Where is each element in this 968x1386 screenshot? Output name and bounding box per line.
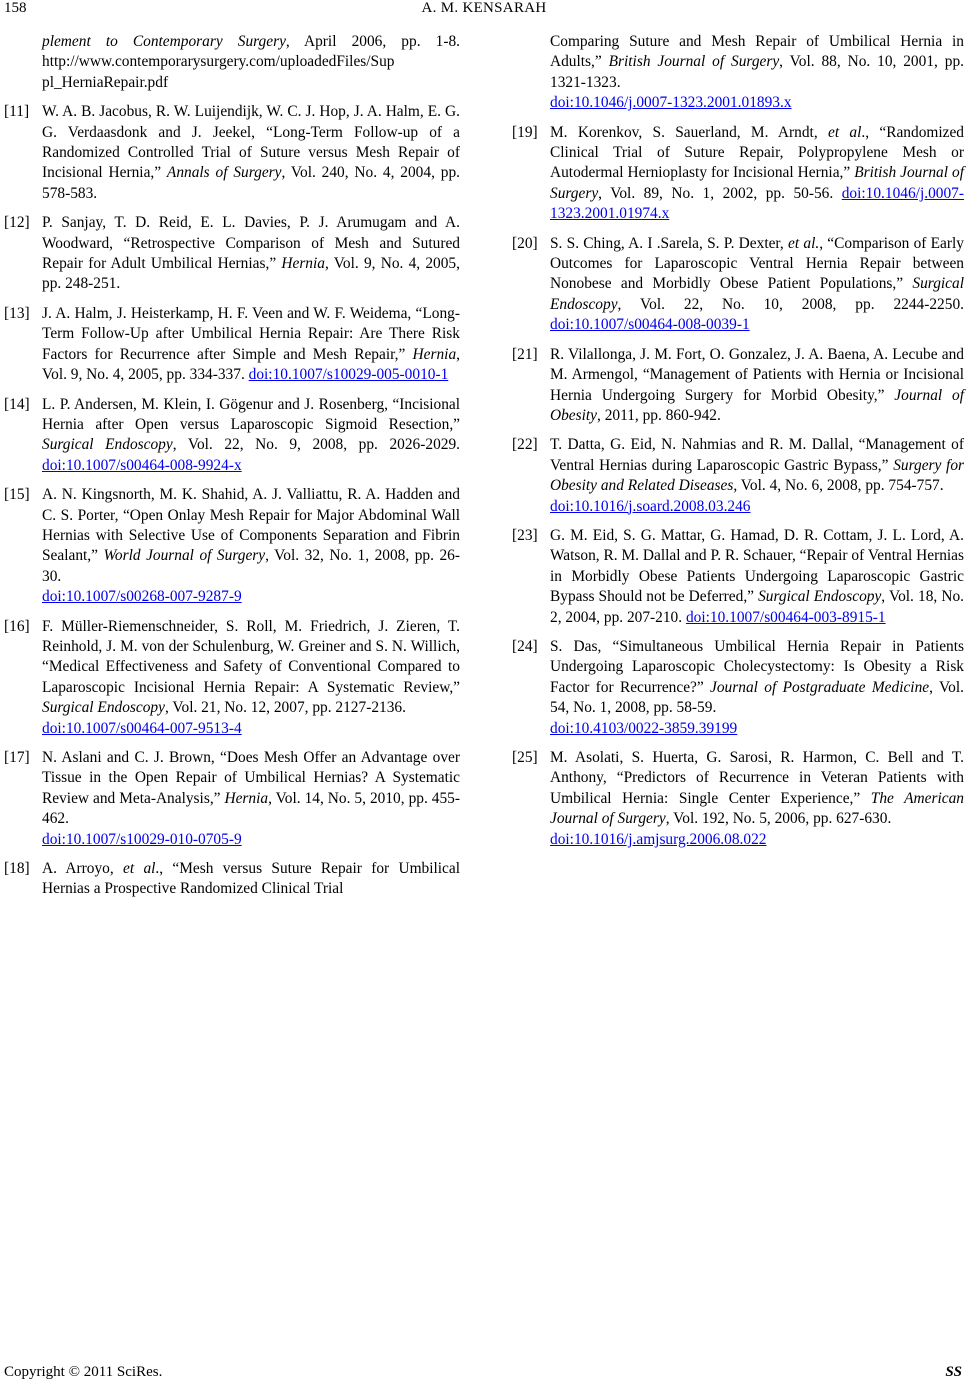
reference-entry [512,32,964,114]
reference-text-segment: S. S. Ching, A. I .Sarela, S. P. Dexter, [550,234,789,252]
reference-italic-text: Surgical Endoscopy [42,699,165,717]
reference-text-segment: , 2011, pp. 860-942. [597,406,721,424]
reference-italic-text: Hernia [224,789,269,807]
reference-text [550,123,964,225]
doi-link[interactable]: doi:10.1016/j.soard.2008.03.246 [550,497,751,515]
reference-number: [14] [4,395,30,413]
reference-number: [13] [4,304,30,322]
reference-text-segment: , April 2006, pp. 1-8. http://www.contemporarysurgery.com/uploadedFiles/Sup pl_HerniaRepair.pdf [42,33,460,91]
reference-text-segment: , Vol. 4, No. 6, 2008, pp. 754-757. [733,477,944,495]
reference-number: [24] [512,637,538,655]
reference-italic-text: Journal of Postgraduate Medicine [710,678,930,696]
reference-text-segment: F. Müller-Riemenschneider, S. Roll, M. Friedrich, J. Zieren, T. Reinhold, J. M. von der Schulenburg, W. Greiner and S. N. Willich, “Medical Effectiveness and Safety of Conventional Compared to Laparoscopic Incisional Hernia Repair: A Systematic Review,” [42,617,460,696]
reference-text-segment: , Vol. 88, No. 10, 2001, pp. 1321-1323. [550,53,964,91]
journal-abbreviation: SS [945,1364,962,1380]
reference-text [550,234,964,336]
reference-text [550,748,964,850]
reference-text-segment: , Vol. 192, No. 5, 2006, pp. 627-630. [665,810,892,828]
reference-entry [512,345,964,427]
copyright-notice: Copyright © 2011 SciRes. [4,1364,163,1380]
reference-text-segment: P. Sanjay, T. D. Reid, E. L. Davies, P. J. Arumugam and A. Woodward, “Retrospective Comparison of Mesh and Sutured Repair for Adult Umbilical Hernias,” [42,214,460,273]
reference-text [42,213,460,295]
reference-text-segment: L. P. Andersen, M. Klein, I. Gögenur and J. Rosenberg, “Incisional Hernia after Open versus Laparoscopic Sigmoid Resection,” [42,395,460,433]
references-right-column [512,32,964,859]
reference-text-segment: , Vol. 89, No. 1, 2002, pp. 50-56. [598,184,842,202]
reference-entry [512,526,964,628]
reference-entry [4,32,460,93]
reference-text [550,526,964,628]
reference-text-segment: W. A. B. Jacobus, R. W. Luijendijk, W. C. J. Hop, J. A. Halm, E. G. G. Verdaasdonk and J. Jeekel, “Long-Term Follow-up of a Randomized Controlled Trial of Suture versus Mesh Repair of Incisional Hernia,” [42,103,460,182]
reference-text-segment: , “Comparison of Early Outcomes for Laparoscopic Ventral Hernia Repair between Nonobese and Morbidly Obese Patient Populations,” [550,234,964,293]
doi-link[interactable]: doi:10.1007/s00464-003-8915-1 [685,608,886,626]
reference-entry [512,637,964,739]
page-number: 158 [4,0,27,16]
reference-text-segment: T. Datta, G. Eid, N. Nahmias and R. M. Dallal, “Management of Ventral Hernias during Laparoscopic Gastric Bypass,” [550,436,964,474]
reference-text-segment: M. Korenkov, S. Sauerland, M. Arndt, [550,123,828,141]
reference-number: [19] [512,123,538,141]
reference-number: [21] [512,345,538,363]
doi-link[interactable]: doi:10.1007/s00464-008-9924-x [42,456,242,474]
reference-entry [4,748,460,850]
reference-entry [512,123,964,225]
reference-number: [11] [4,103,30,121]
reference-number: [15] [4,486,30,504]
reference-entry [4,213,460,295]
reference-text [42,32,460,93]
doi-link[interactable]: doi:10.1007/s10029-005-0010-1 [248,366,449,384]
reference-entry [4,102,460,204]
reference-text-segment: ., “Randomized Clinical Trial of Suture Repair, Polypropylene Mesh or Autodermal Hernioplasty for Incisional Hernia,” [550,123,964,182]
reference-italic-text: et al [827,123,862,141]
reference-number: [12] [4,214,30,232]
reference-text-segment: M. Asolati, S. Huerta, G. Sarosi, R. Harmon, C. Bell and T. Anthony, “Predictors of Recurrence in Veteran Patients with Umbilical Hernia: Single Center Experience,” [550,749,964,807]
reference-text-segment: S. Das, “Simultaneous Umbilical Hernia Repair in Patients Undergoing Laparoscopic Cholecystectomy: Is Obesity a Risk Factor for Recurrence?” [550,637,964,696]
reference-italic-text: World Journal of Surgery [103,547,266,565]
reference-text-segment: J. A. Halm, J. Heisterkamp, H. F. Veen and W. F. Weidema, “Long-Term Follow-Up after Umbilical Hernia Repair: Are There Risk Factors for Recurrence after Simple and Mesh Repair,” [42,304,460,363]
reference-italic-text: Surgical Endoscopy [550,275,964,313]
reference-text-segment: G. M. Eid, S. G. Mattar, G. Hamad, D. R. Cottam, J. L. Lord, A. Watson, R. M. Dallal and P. R. Schauer, “Repair of Ventral Hernias in Morbidly Obese Patients Undergoing Laparoscopic Gastric Bypass Should not be Deferred,” [550,526,964,606]
reference-text-segment: N. Aslani and C. J. Brown, “Does Mesh Offer an Advantage over Tissue in the Open Repair of Umbilical Hernias? A Systematic Review and Meta-Analysis,” [42,749,460,807]
reference-text-segment: A. Arroyo, [42,860,124,878]
reference-text-segment: , Vol. 32, No. 1, 2008, pp. 26-30. [42,547,460,585]
reference-italic-text: Surgical Endoscopy [42,436,173,454]
reference-number: [16] [4,617,30,635]
reference-italic-text: et al. [788,234,820,252]
doi-link[interactable]: doi:10.1007/s00464-007-9513-4 [42,719,242,737]
reference-entry [4,304,460,386]
reference-text-segment: ., “Mesh versus Suture Repair for Umbilical Hernias a Prospective Randomized Clinical Trial [42,860,461,898]
reference-text [550,345,964,427]
reference-italic-text: Hernia [412,345,457,363]
reference-italic-text: Surgery for Obesity and Related Diseases [550,456,965,495]
doi-link[interactable]: doi:10.4103/0022-3859.39199 [550,719,738,737]
reference-number: [20] [512,234,538,252]
reference-text-segment: A. N. Kingsnorth, M. K. Shahid, A. J. Valliattu, R. A. Hadden and C. S. Porter, “Open Onlay Mesh Repair for Major Abdominal Wall Hernias with Selective Use of Components Separation and Fibrin Sealant,” [42,486,460,565]
reference-italic-text: Journal of Obesity [550,386,964,424]
reference-entry [4,859,460,900]
running-header-author: A. M. KENSARAH [421,0,547,16]
reference-text [42,395,460,477]
reference-text-segment: , Vol. 14, No. 5, 2010, pp. 455-462. [42,789,461,828]
reference-entry [4,617,460,739]
reference-number: [17] [4,749,30,766]
reference-italic-text: Hernia [281,255,325,273]
reference-text-segment: , Vol. 18, No. 2, 2004, pp. 207-210. [550,588,964,626]
reference-italic-text: et al [123,860,156,878]
reference-entry [512,435,964,517]
doi-link[interactable]: doi:10.1046/j.0007-1323.2001.01974.x [550,184,964,223]
reference-text [42,102,460,204]
reference-text [42,485,460,607]
reference-text-segment: , Vol. 54, No. 1, 2008, pp. 58-59. [550,678,964,717]
doi-link[interactable]: doi:10.1046/j.0007-1323.2001.01893.x [550,94,792,112]
reference-text-segment: R. Vilallonga, J. M. Fort, O. Gonzalez, J. A. Baena, A. Lecube and M. Armengol, “Management of Patients with Hernia or Incisional Hernia Undergoing Surgery for Morbid Obesity,” [550,345,964,404]
reference-text-segment: , Vol. 22, No. 10, 2008, pp. 2244-2250. [617,295,964,313]
reference-text [42,617,460,739]
reference-italic-text: The American Journal of Surgery [550,789,964,828]
doi-link[interactable]: doi:10.1016/j.amjsurg.2006.08.022 [550,830,767,848]
reference-italic-text: Annals of Surgery [166,164,282,182]
doi-link[interactable]: doi:10.1007/s00268-007-9287-9 [42,588,242,606]
reference-number: [18] [4,860,30,878]
reference-number: [25] [512,749,538,766]
reference-text-segment: , Vol. 9, No. 4, 2005, pp. 334-337. [42,345,460,384]
reference-text-segment: , Vol. 9, No. 4, 2005, pp. 248-251. [42,255,460,293]
reference-text [550,32,964,114]
reference-text-segment: Comparing Suture and Mesh Repair of Umbilical Hernia in Adults,” [550,33,964,71]
reference-italic-text: British Journal of Surgery [550,164,964,202]
reference-text [42,859,460,900]
doi-link[interactable]: doi:10.1007/s00464-008-0039-1 [550,316,750,334]
reference-text-segment: , Vol. 22, No. 9, 2008, pp. 2026-2029. [172,436,460,454]
reference-text [550,435,964,517]
reference-text [42,304,460,386]
references-left-column [4,32,460,909]
reference-text-segment: , Vol. 21, No. 12, 2007, pp. 2127-2136. [164,699,406,717]
reference-entry [512,748,964,850]
reference-italic-text: British Journal of Surgery [608,53,780,71]
reference-number: [23] [512,526,538,544]
reference-text [550,637,964,739]
reference-number: [22] [512,436,538,454]
reference-entry [4,395,460,477]
reference-italic-text: plement to Contemporary Surgery [42,33,286,50]
reference-entry [512,234,964,336]
doi-link[interactable]: doi:10.1007/s10029-010-0705-9 [42,830,242,848]
reference-text-segment: , Vol. 240, No. 4, 2004, pp. 578-583. [42,164,460,202]
reference-entry [4,485,460,607]
reference-text [42,748,460,850]
reference-italic-text: Surgical Endoscopy [758,588,882,606]
